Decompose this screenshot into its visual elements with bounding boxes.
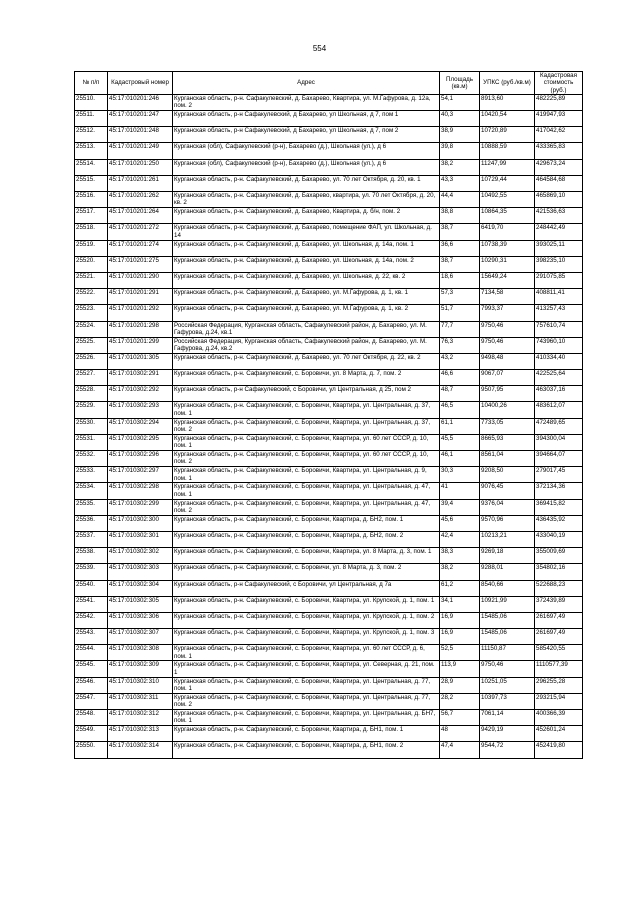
cell-upks: 9067,07: [480, 370, 535, 386]
cell-area: 43,2: [440, 353, 480, 369]
table-row: [75, 483, 583, 499]
cell-cadastral-number: 45:17:010302:307: [108, 629, 173, 645]
cell-area: 57,3: [440, 289, 480, 305]
cell-upks: 10397,73: [480, 693, 535, 709]
cell-address: Курганская область, р-н. Сафакулевский, с. Боровичи, Квартира, ул. Северная, д. 21, пом. 1: [173, 661, 440, 677]
cadastral-table: [74, 71, 583, 759]
cell-number: 25514.: [75, 159, 108, 175]
cell-address: Курганская область, р-н. Сафакулевский, с. Боровичи, ул. 8 Марта, д. 3, пом. 2: [173, 564, 440, 580]
cell-cadastral-cost: 482225,89: [535, 94, 583, 110]
cell-address: Курганская область, р-н. Сафакулевский, с. Боровичи, Квартира, д. БН1, пом. 2: [173, 742, 440, 758]
cell-area: 41: [440, 483, 480, 499]
cell-upks: 9570,96: [480, 515, 535, 531]
cell-upks: 10213,21: [480, 531, 535, 547]
cell-cadastral-cost: 463037,16: [535, 386, 583, 402]
cell-address: Курганская область, р-н. Сафакулевский, с. Боровичи, Квартира, ул. Центральная, д. 37, пом. 1: [173, 402, 440, 418]
cell-number: 25527.: [75, 370, 108, 386]
header-number: № п/п: [75, 72, 108, 95]
cell-cadastral-number: 45:17:010302:306: [108, 612, 173, 628]
cell-number: 25528.: [75, 386, 108, 402]
cell-number: 25524.: [75, 321, 108, 337]
cell-address: Курганская область, р-н. Сафакулевский, д. Бахарево, ул. М.Гафурова, д. 1, кв. 1: [173, 289, 440, 305]
cell-number: 25520.: [75, 256, 108, 272]
cell-upks: 7993,37: [480, 305, 535, 321]
cell-upks: 9750,46: [480, 661, 535, 677]
cell-area: 113,9: [440, 661, 480, 677]
cell-upks: 8540,66: [480, 580, 535, 596]
cell-cadastral-cost: 394664,07: [535, 451, 583, 467]
cell-upks: 10420,54: [480, 111, 535, 127]
cell-upks: 9507,95: [480, 386, 535, 402]
cell-number: 25548.: [75, 710, 108, 726]
cell-area: 48,7: [440, 386, 480, 402]
cell-cadastral-cost: 419947,93: [535, 111, 583, 127]
cell-cadastral-cost: 422525,64: [535, 370, 583, 386]
cell-area: 61,2: [440, 580, 480, 596]
cell-cadastral-cost: 296255,28: [535, 677, 583, 693]
cell-number: 25543.: [75, 629, 108, 645]
cell-cadastral-number: 45:17:010201:298: [108, 321, 173, 337]
cell-upks: 8561,04: [480, 451, 535, 467]
cell-area: 38,8: [440, 208, 480, 224]
cell-area: 46,1: [440, 451, 480, 467]
cell-cadastral-cost: 522688,23: [535, 580, 583, 596]
cell-cadastral-cost: 355009,69: [535, 548, 583, 564]
table-row: [75, 710, 583, 726]
cell-upks: 10720,89: [480, 127, 535, 143]
cell-number: 25545.: [75, 661, 108, 677]
cell-cadastral-cost: 421536,63: [535, 208, 583, 224]
cell-number: 25515.: [75, 175, 108, 191]
cell-area: 38,2: [440, 564, 480, 580]
cell-address: Курганская область, р-н. Сафакулевский, с. Боровичи, Квартира, ул. Центральная, д. 77, пом. 1: [173, 677, 440, 693]
cell-cadastral-cost: 417042,62: [535, 127, 583, 143]
cell-address: Курганская область, р-н. Сафакулевский, с. Боровичи, Квартира, ул. Центральная, д. 47, пом. 1: [173, 483, 440, 499]
cell-cadastral-number: 45:17:010201:272: [108, 224, 173, 240]
cell-area: 46,6: [440, 370, 480, 386]
cell-cadastral-number: 45:17:010302:302: [108, 548, 173, 564]
cell-upks: 10921,99: [480, 596, 535, 612]
cell-cadastral-cost: 248442,49: [535, 224, 583, 240]
cell-cadastral-number: 45:17:010302:311: [108, 693, 173, 709]
table-row: [75, 370, 583, 386]
cell-cadastral-number: 45:17:010302:312: [108, 710, 173, 726]
cell-cadastral-cost: 433365,83: [535, 143, 583, 159]
cell-upks: 7134,58: [480, 289, 535, 305]
table-row: [75, 515, 583, 531]
table-row: [75, 612, 583, 628]
cell-cadastral-cost: 433040,19: [535, 531, 583, 547]
table-row: [75, 240, 583, 256]
cell-cadastral-number: 45:17:010302:308: [108, 645, 173, 661]
cell-number: 25511.: [75, 111, 108, 127]
cell-address: Курганская область, р-н Сафакулевский, д Бахарево, ул Школьная, д 7, пом 2: [173, 127, 440, 143]
cell-cadastral-number: 45:17:010201:299: [108, 337, 173, 353]
table-row: [75, 645, 583, 661]
cell-cadastral-number: 45:17:010302:314: [108, 742, 173, 758]
cell-upks: 11150,87: [480, 645, 535, 661]
table-row: [75, 548, 583, 564]
cell-number: 25533.: [75, 467, 108, 483]
table-row: [75, 596, 583, 612]
cell-area: 46,5: [440, 402, 480, 418]
table-row: [75, 402, 583, 418]
cell-number: 25546.: [75, 677, 108, 693]
cell-number: 25513.: [75, 143, 108, 159]
cell-number: 25521.: [75, 272, 108, 288]
cell-upks: 6419,70: [480, 224, 535, 240]
table-row: [75, 693, 583, 709]
cell-cadastral-cost: 400366,39: [535, 710, 583, 726]
header-area: Площадь (кв.м): [440, 72, 480, 95]
cell-cadastral-cost: 408811,41: [535, 289, 583, 305]
cell-upks: 15485,06: [480, 612, 535, 628]
cell-cadastral-number: 45:17:010302:292: [108, 386, 173, 402]
cell-upks: 9544,72: [480, 742, 535, 758]
cell-upks: 11247,99: [480, 159, 535, 175]
table-row: [75, 192, 583, 208]
cell-cadastral-number: 45:17:010201:274: [108, 240, 173, 256]
cell-area: 45,6: [440, 515, 480, 531]
table-row: [75, 256, 583, 272]
cell-cadastral-number: 45:17:010201:290: [108, 272, 173, 288]
cell-cadastral-cost: 261697,49: [535, 612, 583, 628]
table-row: [75, 289, 583, 305]
cell-area: 38,2: [440, 159, 480, 175]
cell-address: Курганская область, р-н. Сафакулевский, с. Боровичи, Квартира, ул. Центральная, д. 77, пом. 2: [173, 693, 440, 709]
cell-upks: 7061,14: [480, 710, 535, 726]
cell-area: 16,9: [440, 629, 480, 645]
cell-cadastral-number: 45:17:010302:294: [108, 418, 173, 434]
cell-cadastral-number: 45:17:010302:299: [108, 499, 173, 515]
header-address: Адрес: [173, 72, 440, 95]
cell-number: 25525.: [75, 337, 108, 353]
cell-number: 25526.: [75, 353, 108, 369]
table-row: [75, 127, 583, 143]
cell-address: Курганская область, р-н. Сафакулевский, д. Бахарево, ул. Школьная, д. 14а, пом. 1: [173, 240, 440, 256]
cell-cadastral-cost: 261697,49: [535, 629, 583, 645]
cell-area: 42,4: [440, 531, 480, 547]
cell-cadastral-number: 45:17:010302:298: [108, 483, 173, 499]
cell-cadastral-cost: 429673,24: [535, 159, 583, 175]
cell-cadastral-cost: 398235,10: [535, 256, 583, 272]
cell-address: Курганская область, р-н Сафакулевский, с Боровичи, ул Центральная, д 7а: [173, 580, 440, 596]
cell-cadastral-cost: 585420,55: [535, 645, 583, 661]
cell-area: 43,3: [440, 175, 480, 191]
table-row: [75, 305, 583, 321]
cell-address: Курганская (обл), Сафакулевский (р-н), Бахарево (д.), Школьная (ул.), д 6: [173, 143, 440, 159]
cell-area: 30,3: [440, 467, 480, 483]
table-row: [75, 580, 583, 596]
table-row: [75, 337, 583, 353]
table-row: [75, 94, 583, 110]
cell-cadastral-cost: 279017,45: [535, 467, 583, 483]
cell-area: 28,2: [440, 693, 480, 709]
cell-area: 76,3: [440, 337, 480, 353]
cell-cadastral-number: 45:17:010201:305: [108, 353, 173, 369]
cell-cadastral-number: 45:17:010302:304: [108, 580, 173, 596]
table-row: [75, 564, 583, 580]
header-cadastral-number: Кадастровый номер: [108, 72, 173, 95]
cell-cadastral-number: 45:17:010201:247: [108, 111, 173, 127]
cell-upks: 10400,26: [480, 402, 535, 418]
cell-area: 52,5: [440, 645, 480, 661]
cell-number: 25549.: [75, 726, 108, 742]
cell-number: 25532.: [75, 451, 108, 467]
table-row: [75, 272, 583, 288]
cell-address: Курганская область, р-н. Сафакулевский, с. Боровичи, Квартира, ул. Крупской, д. 1, пом. 1: [173, 596, 440, 612]
table-row: [75, 418, 583, 434]
cell-address: Курганская область, р-н. Сафакулевский, с. Боровичи, Квартира, д. БН2, пом. 2: [173, 531, 440, 547]
cell-address: Курганская область, р-н. Сафакулевский, с. Боровичи, Квартира, ул. 60 лет СССР, д. 6, пом. 1: [173, 645, 440, 661]
cell-address: Курганская область, р-н. Сафакулевский, с. Боровичи, Квартира, ул. Крупской, д. 1, пом. 3: [173, 629, 440, 645]
cell-area: 39,8: [440, 143, 480, 159]
cell-address: Курганская область, р-н. Сафакулевский, с. Боровичи, Квартира, д. БН2, пом. 1: [173, 515, 440, 531]
cell-address: Курганская область, р-н. Сафакулевский, с. Боровичи, Квартира, ул. Центральная, д. 9, пом. 1: [173, 467, 440, 483]
cell-cadastral-cost: 472489,65: [535, 418, 583, 434]
cell-area: 16,9: [440, 612, 480, 628]
cell-number: 25542.: [75, 612, 108, 628]
cell-cadastral-number: 45:17:010201:292: [108, 305, 173, 321]
cell-upks: 9429,19: [480, 726, 535, 742]
cell-upks: 7733,05: [480, 418, 535, 434]
cell-address: Курганская область, р-н Сафакулевский, с Боровичи, ул Центральная, д 25, пом 2: [173, 386, 440, 402]
cell-upks: 15485,06: [480, 629, 535, 645]
table-row: [75, 111, 583, 127]
cell-number: 25539.: [75, 564, 108, 580]
cell-address: Курганская область, р-н. Сафакулевский, д. Бахарево, ул. Школьная, д. 14а, пом. 2: [173, 256, 440, 272]
cell-address: Курганская область, р-н. Сафакулевский, с. Боровичи, Квартира, ул. Крупской, д. 1, пом. 2: [173, 612, 440, 628]
cell-upks: 8665,93: [480, 434, 535, 450]
cell-cadastral-number: 45:17:010302:296: [108, 451, 173, 467]
cell-address: Курганская область, р-н. Сафакулевский, с. Боровичи, Квартира, ул. Центральная, д. БН7, пом. 1: [173, 710, 440, 726]
cell-upks: 9208,50: [480, 467, 535, 483]
cell-upks: 10738,39: [480, 240, 535, 256]
table-row: [75, 531, 583, 547]
cell-cadastral-cost: 291075,85: [535, 272, 583, 288]
table-row: [75, 677, 583, 693]
cell-cadastral-cost: 410334,40: [535, 353, 583, 369]
table-row: [75, 467, 583, 483]
cell-number: 25535.: [75, 499, 108, 515]
table-row: [75, 224, 583, 240]
cell-area: 39,4: [440, 499, 480, 515]
cell-address: Курганская область, р-н. Сафакулевский, д. Бахарево, ул. 70 лет Октября, д. 22, кв. 2: [173, 353, 440, 369]
cell-upks: 10864,35: [480, 208, 535, 224]
cell-number: 25517.: [75, 208, 108, 224]
cell-cadastral-number: 45:17:010302:301: [108, 531, 173, 547]
cell-cadastral-cost: 757610,74: [535, 321, 583, 337]
table-row: [75, 386, 583, 402]
cell-address: Курганская область, р-н. Сафакулевский, д. Бахарево, квартира, ул. 70 лет Октября, д. 20, кв. 2: [173, 192, 440, 208]
header-cadastral-cost: Кадастровая стоимость (руб.): [535, 72, 583, 95]
cell-address: Курганская область, р-н. Сафакулевский, с. Боровичи, Квартира, ул. 60 лет СССР, д. 10, пом. 1: [173, 434, 440, 450]
cell-cadastral-cost: 369415,82: [535, 499, 583, 515]
table-row: [75, 353, 583, 369]
cell-number: 25519.: [75, 240, 108, 256]
cell-cadastral-number: 45:17:010302:293: [108, 402, 173, 418]
cell-area: 51,7: [440, 305, 480, 321]
cell-area: 34,1: [440, 596, 480, 612]
cell-area: 38,7: [440, 224, 480, 240]
cell-cadastral-number: 45:17:010302:295: [108, 434, 173, 450]
table-row: [75, 499, 583, 515]
cell-cadastral-number: 45:17:010302:300: [108, 515, 173, 531]
cell-cadastral-cost: 464584,68: [535, 175, 583, 191]
cell-cadastral-cost: 293215,94: [535, 693, 583, 709]
cell-number: 25547.: [75, 693, 108, 709]
cell-cadastral-number: 45:17:010302:291: [108, 370, 173, 386]
table-row: [75, 434, 583, 450]
cell-address: Курганская область, р-н. Сафакулевский, с. Боровичи, Квартира, ул. 8 Марта, д. 3, пом. 1: [173, 548, 440, 564]
table-row: [75, 726, 583, 742]
cell-cadastral-number: 45:17:010201:250: [108, 159, 173, 175]
cell-cadastral-number: 45:17:010302:303: [108, 564, 173, 580]
cell-address: Курганская область, р-н Сафакулевский, д Бахарево, ул Школьная, д 7, пом 1: [173, 111, 440, 127]
cell-cadastral-cost: 436435,92: [535, 515, 583, 531]
cell-area: 18,6: [440, 272, 480, 288]
table-row: [75, 629, 583, 645]
cell-number: 25516.: [75, 192, 108, 208]
cell-area: 47,4: [440, 742, 480, 758]
table-row: [75, 742, 583, 758]
cell-address: Российская Федерация, Курганская область, Сафакулевский район, д. Бахарево, ул. М. Гафурова, д.24, кв.2: [173, 337, 440, 353]
cell-number: 25541.: [75, 596, 108, 612]
cell-cadastral-number: 45:17:010302:305: [108, 596, 173, 612]
cell-area: 45,5: [440, 434, 480, 450]
cell-number: 25550.: [75, 742, 108, 758]
header-upks: УПКС (руб./кв.м): [480, 72, 535, 95]
cell-cadastral-number: 45:17:010201:249: [108, 143, 173, 159]
cell-cadastral-cost: 394300,04: [535, 434, 583, 450]
cell-cadastral-number: 45:17:010201:264: [108, 208, 173, 224]
cell-upks: 9750,46: [480, 321, 535, 337]
cell-address: Курганская область, р-н. Сафакулевский, д. Бахарево, ул. М.Гафурова, д. 1, кв. 2: [173, 305, 440, 321]
cell-address: Российская Федерация, Курганская область, Сафакулевский район, д. Бахарево, ул. М. Гафурова, д.24, кв.1: [173, 321, 440, 337]
cell-cadastral-cost: 393025,11: [535, 240, 583, 256]
cell-cadastral-number: 45:17:010201:291: [108, 289, 173, 305]
cell-upks: 9376,04: [480, 499, 535, 515]
cell-cadastral-cost: 452419,80: [535, 742, 583, 758]
table-row: [75, 159, 583, 175]
cell-area: 28,9: [440, 677, 480, 693]
cell-number: 25538.: [75, 548, 108, 564]
cell-number: 25523.: [75, 305, 108, 321]
cell-upks: 9076,45: [480, 483, 535, 499]
cell-cadastral-cost: 483612,07: [535, 402, 583, 418]
cell-number: 25512.: [75, 127, 108, 143]
cell-number: 25544.: [75, 645, 108, 661]
cell-number: 25522.: [75, 289, 108, 305]
table-row: [75, 451, 583, 467]
cell-area: 38,3: [440, 548, 480, 564]
cell-upks: 9498,48: [480, 353, 535, 369]
cell-cadastral-number: 45:17:010201:246: [108, 94, 173, 110]
table-row: [75, 321, 583, 337]
cell-address: Курганская область, р-н. Сафакулевский, д. Бахарево, ул. Школьная, д. 22, кв. 2: [173, 272, 440, 288]
cell-number: 25518.: [75, 224, 108, 240]
cell-upks: 15649,24: [480, 272, 535, 288]
cell-address: Курганская область, р-н. Сафакулевский, с. Боровичи, Квартира, д. БН1, пом. 1: [173, 726, 440, 742]
cell-area: 48: [440, 726, 480, 742]
cell-number: 25531.: [75, 434, 108, 450]
cell-cadastral-cost: 372439,89: [535, 596, 583, 612]
table-row: [75, 143, 583, 159]
cell-address: Курганская (обл), Сафакулевский (р-н), Бахарево (д.), Школьная (ул.), д 6: [173, 159, 440, 175]
cell-address: Курганская область, р-н. Сафакулевский, д. Бахарево, помещение ФАП, ул. Школьная, д. 14: [173, 224, 440, 240]
cell-cadastral-cost: 743960,10: [535, 337, 583, 353]
cell-cadastral-cost: 372134,36: [535, 483, 583, 499]
cell-cadastral-number: 45:17:010201:261: [108, 175, 173, 191]
cell-upks: 9269,18: [480, 548, 535, 564]
cell-cadastral-number: 45:17:010201:275: [108, 256, 173, 272]
cell-upks: 9750,46: [480, 337, 535, 353]
table-row: [75, 661, 583, 677]
cell-upks: 8913,60: [480, 94, 535, 110]
cell-cadastral-cost: 354802,16: [535, 564, 583, 580]
cell-cadastral-cost: 452601,24: [535, 726, 583, 742]
cell-cadastral-cost: 1110577,39: [535, 661, 583, 677]
cell-cadastral-number: 45:17:010302:313: [108, 726, 173, 742]
cell-cadastral-number: 45:17:010302:310: [108, 677, 173, 693]
cell-address: Курганская область, р-н. Сафакулевский, д. Бахарево, ул. 70 лет Октября, д. 20, кв. 1: [173, 175, 440, 191]
cell-address: Курганская область, р-н. Сафакулевский, с. Боровичи, Квартира, ул. Центральная, д. 47, пом. 2: [173, 499, 440, 515]
cell-upks: 10729,44: [480, 175, 535, 191]
cell-number: 25530.: [75, 418, 108, 434]
cell-address: Курганская область, р-н. Сафакулевский, д. Бахарево, Квартира, д. б/н, пом. 2: [173, 208, 440, 224]
cell-area: 36,6: [440, 240, 480, 256]
cell-area: 61,1: [440, 418, 480, 434]
cell-upks: 9288,01: [480, 564, 535, 580]
cell-area: 54,1: [440, 94, 480, 110]
cell-upks: 10251,05: [480, 677, 535, 693]
cell-cadastral-number: 45:17:010201:248: [108, 127, 173, 143]
page-number: 554: [312, 44, 327, 53]
cell-cadastral-cost: 465869,10: [535, 192, 583, 208]
cell-number: 25510.: [75, 94, 108, 110]
cell-area: 77,7: [440, 321, 480, 337]
cell-cadastral-number: 45:17:010201:262: [108, 192, 173, 208]
cell-number: 25540.: [75, 580, 108, 596]
cell-number: 25536.: [75, 515, 108, 531]
cell-area: 56,7: [440, 710, 480, 726]
table-row: [75, 175, 583, 191]
table-header: [75, 72, 583, 95]
cell-number: 25529.: [75, 402, 108, 418]
cell-address: Курганская область, р-н. Сафакулевский, с. Боровичи, ул. 8 Марта, д. 7, пом. 2: [173, 370, 440, 386]
cell-address: Курганская область, р-н. Сафакулевский, с. Боровичи, Квартира, ул. Центральная, д. 37, пом. 2: [173, 418, 440, 434]
cell-area: 40,3: [440, 111, 480, 127]
cell-upks: 10492,55: [480, 192, 535, 208]
cell-cadastral-number: 45:17:010302:297: [108, 467, 173, 483]
cell-area: 38,9: [440, 127, 480, 143]
cell-area: 44,4: [440, 192, 480, 208]
cell-address: Курганская область, р-н. Сафакулевский, с. Боровичи, Квартира, ул. 60 лет СССР, д. 10, пом. 2: [173, 451, 440, 467]
cell-upks: 10290,31: [480, 256, 535, 272]
cell-address: Курганская область, р-н. Сафакулевский, д. Бахарево, Квартира, ул. М.Гафурова, д. 12а, пом. 2: [173, 94, 440, 110]
cell-area: 38,7: [440, 256, 480, 272]
table-row: [75, 208, 583, 224]
cell-upks: 10888,59: [480, 143, 535, 159]
cell-cadastral-cost: 413257,43: [535, 305, 583, 321]
cell-number: 25537.: [75, 531, 108, 547]
cell-number: 25534.: [75, 483, 108, 499]
table-body: [75, 94, 583, 758]
cell-cadastral-number: 45:17:010302:309: [108, 661, 173, 677]
